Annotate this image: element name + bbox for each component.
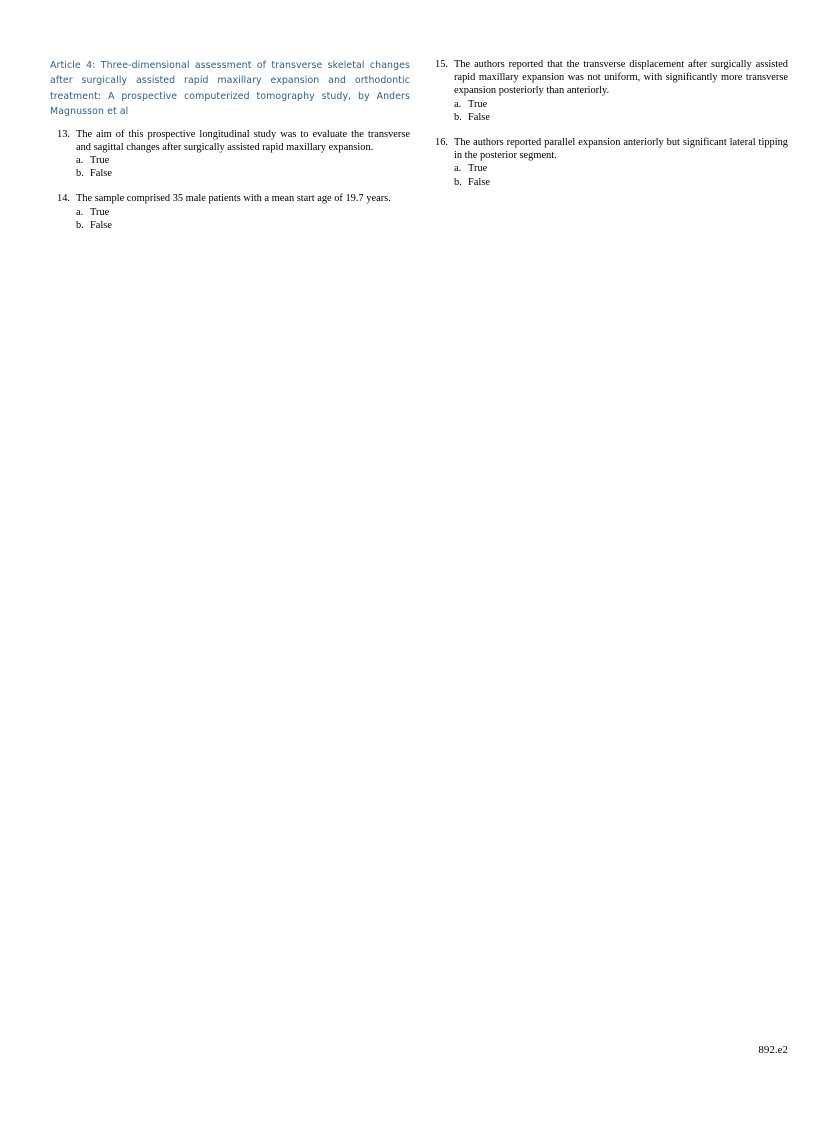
choice-option-false[interactable] <box>76 219 410 232</box>
choice-letter: b. <box>76 219 84 231</box>
choice-option-false[interactable] <box>76 167 410 180</box>
choice-option-true[interactable] <box>76 154 410 167</box>
choice-letter: a. <box>454 98 462 110</box>
choice-list <box>76 154 410 180</box>
question-number: 15. <box>435 59 448 70</box>
question-item <box>428 58 788 124</box>
choice-label: True <box>468 98 488 110</box>
page-number: 892.e2 <box>758 1044 788 1056</box>
choice-label: False <box>468 111 490 123</box>
question-item <box>50 192 410 232</box>
question-number: 16. <box>435 137 448 149</box>
choice-letter: a. <box>454 163 462 175</box>
question-number: 13. <box>57 128 70 140</box>
choice-list <box>76 206 410 232</box>
choice-list <box>454 98 788 124</box>
choice-label: True <box>90 206 110 218</box>
choice-letter: a. <box>76 206 84 218</box>
choice-option-true[interactable] <box>76 206 410 219</box>
choice-letter: b. <box>76 168 84 180</box>
choice-label: True <box>468 163 488 175</box>
choice-option-true[interactable] <box>454 98 788 111</box>
article-title: Article 4: Three-dimensional assessment of transverse skeletal changes after surgically assisted rapid maxillary expansion and orthodontic treatment: A prospective computerized tomography study, by Anders Magnusson et al <box>50 60 410 118</box>
question-item <box>428 136 788 189</box>
choice-label: True <box>90 155 110 167</box>
choice-letter: b. <box>454 176 462 188</box>
right-column <box>428 58 788 201</box>
question-text: The sample comprised 35 male patients with a mean start age of 19.7 years. <box>76 193 391 205</box>
choice-label: False <box>90 219 112 231</box>
choice-list <box>454 162 788 188</box>
choice-letter: a. <box>76 155 84 167</box>
question-text: The authors reported parallel expansion anteriorly but significant lateral tipping in the posterior segment. <box>454 137 788 162</box>
question-number: 14. <box>57 193 70 205</box>
choice-label: False <box>468 176 490 188</box>
choice-option-false[interactable] <box>454 111 788 124</box>
choice-option-true[interactable] <box>454 162 788 175</box>
question-text: The authors reported that the transverse displacement after surgically assisted rapid maxillary expansion was not uniform, with significantly more transverse expansion posteriorly than anteriorly. <box>454 59 788 97</box>
question-text: The aim of this prospective longitudinal study was to evaluate the transverse and sagittal changes after surgically assisted rapid maxillary expansion. <box>76 128 410 153</box>
question-item <box>50 128 410 181</box>
choice-label: False <box>90 168 112 180</box>
choice-option-false[interactable] <box>454 176 788 189</box>
choice-letter: b. <box>454 111 462 123</box>
left-column <box>50 58 410 244</box>
